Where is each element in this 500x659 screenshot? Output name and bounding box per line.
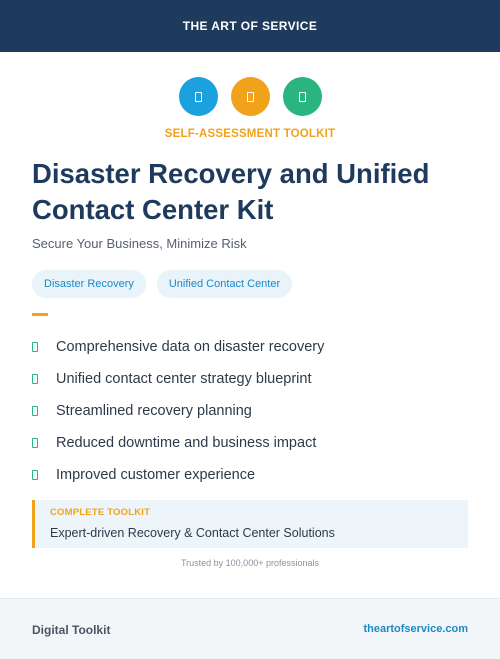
footer — [0, 598, 500, 659]
check-icon — [32, 406, 38, 416]
feature-text: Streamlined recovery planning — [56, 403, 252, 419]
tag-disaster-recovery[interactable]: Disaster Recovery — [32, 270, 146, 298]
callout-heading: COMPLETE TOOLKIT — [50, 507, 151, 518]
top-banner — [0, 0, 500, 52]
feature-text: Comprehensive data on disaster recovery — [56, 339, 325, 355]
list-item — [32, 331, 324, 363]
page-title: Disaster Recovery and Unified Contact Center Kit — [32, 158, 430, 225]
tablet-icon — [283, 77, 322, 116]
tag-unified-contact-center[interactable]: Unified Contact Center — [157, 270, 292, 298]
check-icon — [32, 470, 38, 480]
trusted-note: Trusted by 100,000+ professionals — [180, 558, 319, 568]
feature-text: Unified contact center strategy blueprint — [56, 371, 312, 387]
check-icon — [32, 374, 38, 384]
feature-text: Reduced downtime and business impact — [56, 435, 317, 451]
list-item — [32, 363, 324, 395]
document-icon — [179, 77, 218, 116]
brand-name: THE ART OF SERVICE — [182, 19, 318, 33]
check-icon — [32, 438, 38, 448]
clipboard-icon — [231, 77, 270, 116]
eyebrow-label: SELF-ASSESSMENT TOOLKIT — [164, 128, 336, 140]
feature-list — [32, 331, 324, 491]
list-item — [32, 427, 324, 459]
icon-row — [0, 77, 500, 116]
list-item — [32, 459, 324, 491]
list-item — [32, 395, 324, 427]
page-subtitle: Secure Your Business, Minimize Risk — [32, 236, 247, 251]
check-icon — [32, 342, 38, 352]
feature-text: Improved customer experience — [56, 467, 256, 483]
website-link[interactable]: theartofservice.com — [363, 623, 468, 635]
footer-label: Digital Toolkit — [32, 623, 111, 637]
accent-divider — [32, 313, 48, 316]
tag-list — [32, 270, 292, 298]
callout-body: Expert-driven Recovery & Contact Center Solutions — [50, 526, 335, 540]
toolkit-callout — [32, 500, 468, 548]
